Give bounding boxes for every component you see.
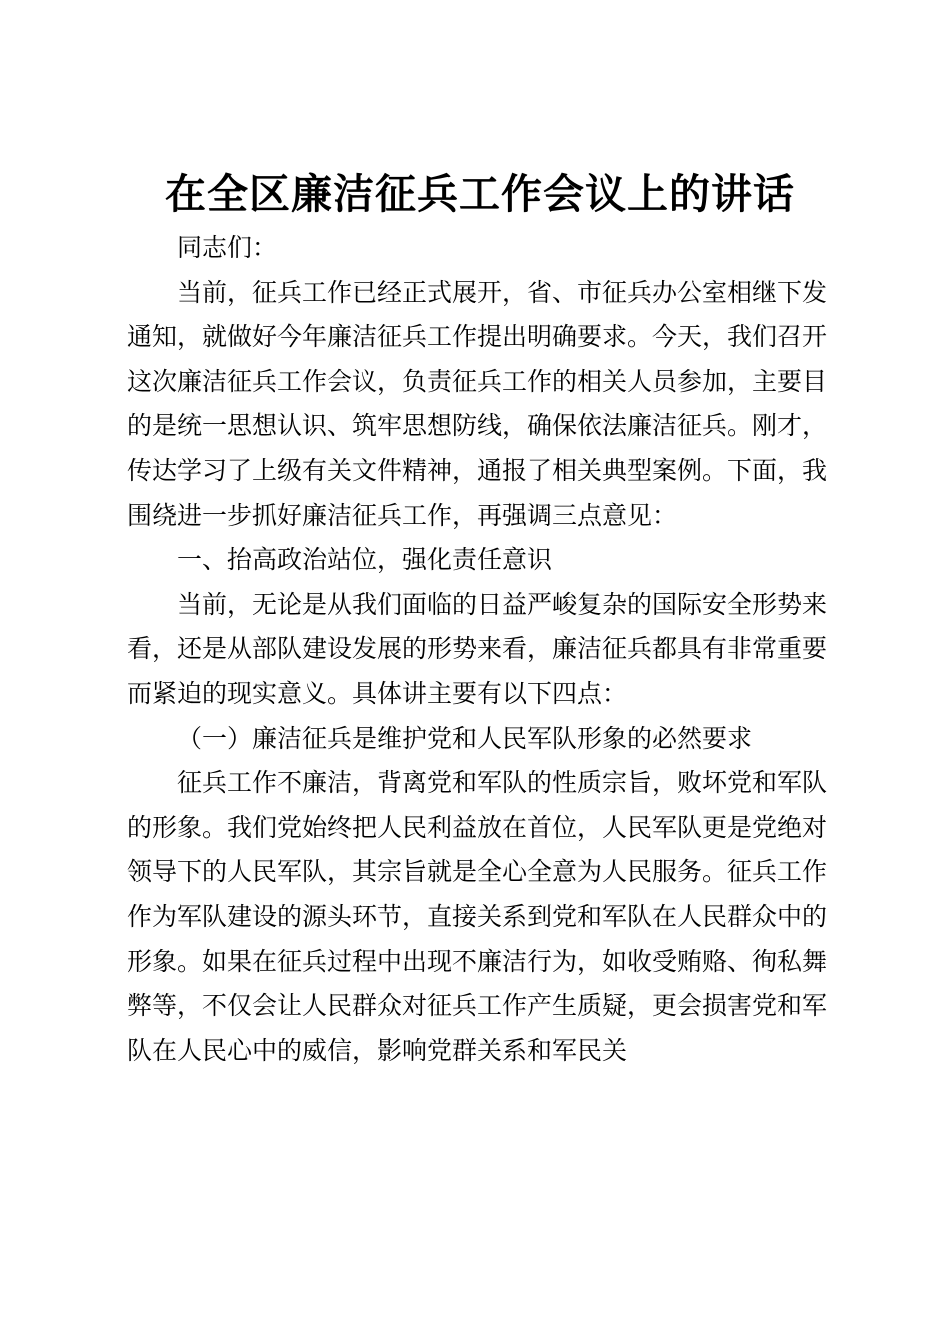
salutation: 同志们： (177, 233, 278, 262)
document-title: 在全区廉洁征兵工作会议上的讲话 (165, 170, 795, 218)
intro-paragraph: 当前，征兵工作已经正式展开，省、市征兵办公室相继下发通知，就做好今年廉洁征兵工作提出明确要求。今天，我们召开这次廉洁征兵工作会议，负责征兵工作的相关人员参加，主要目的是统一思想认识、筑牢思想防线，确保依法廉洁征兵。刚才，传达学习了上级有关文件精神，通报了相关典型案例。下面，我围绕进一步抓好廉洁征兵工作，再强调三点意见： (127, 277, 828, 530)
section-heading-1: 一、抬高政治站位，强化责任意识 (177, 545, 553, 575)
section-1-paragraph: 当前，无论是从我们面临的日益严峻复杂的国际安全形势来看，还是从部队建设发展的形势来看，廉洁征兵都具有非常重要而紧迫的现实意义。具体讲主要有以下四点： (127, 589, 828, 708)
document-body (127, 226, 827, 1073)
subsection-heading-1: （一）廉洁征兵是维护党和人民军队形象的必然要求 (177, 723, 753, 753)
subsection-1-paragraph: 征兵工作不廉洁，背离党和军队的性质宗旨，败坏党和军队的形象。我们党始终把人民利益放在首位，人民军队更是党绝对领导下的人民军队，其宗旨就是全心全意为人民服务。征兵工作作为军队建设的源头环节，直接关系到党和军队在人民群众中的形象。如果在征兵过程中出现不廉洁行为，如收受贿赂、徇私舞弊等，不仅会让人民群众对征兵工作产生质疑，更会损害党和军队在人民心中的威信，影响党群关系和军民关 (127, 768, 828, 1065)
